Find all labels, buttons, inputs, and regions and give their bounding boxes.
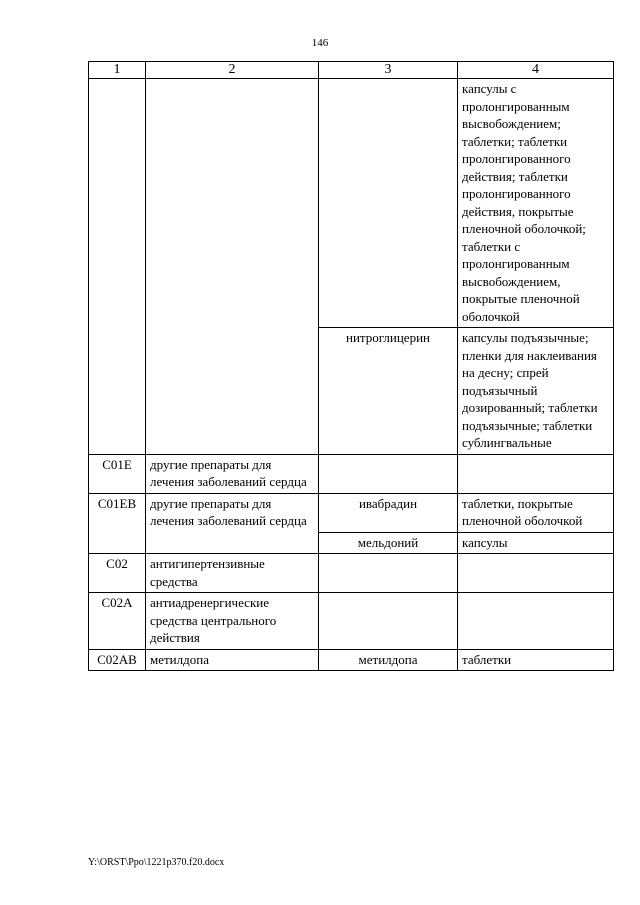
group-name-cell xyxy=(146,79,319,455)
atc-code-cell: C02 xyxy=(89,554,146,593)
group-name-cell: антиадренергические средства центрального действия xyxy=(146,593,319,650)
group-name-cell: метилдопа xyxy=(146,649,319,671)
group-name-cell: другие препараты для лечения заболеваний сердца xyxy=(146,454,319,493)
inn-cell: мельдоний xyxy=(319,532,458,554)
dosage-forms-cell: таблетки, покрытые пленочной оболочкой xyxy=(458,493,614,532)
table-row xyxy=(89,493,614,532)
inn-cell xyxy=(319,593,458,650)
dosage-forms-cell: капсулы с пролонгированным высвобождением; таблетки; таблетки пролонгированного действия; таблетки пролонгированного действия, покрытые пленочной оболочкой; таблетки с пролонгированным высвобождением, покрытые пленочной оболочкой xyxy=(458,79,614,328)
table-row xyxy=(89,649,614,671)
group-name-cell: другие препараты для лечения заболеваний сердца xyxy=(146,493,319,554)
inn-cell: нитроглицерин xyxy=(319,328,458,455)
document-path-footer: Y:\ORST\Ppo\1221p370.f20.docx xyxy=(88,857,225,868)
dosage-forms-cell: капсулы подъязычные; пленки для наклеивания на десну; спрей подъязычный дозированный; таблетки подъязычные; таблетки сублингвальные xyxy=(458,328,614,455)
drug-table xyxy=(88,61,614,671)
header-cell: 2 xyxy=(146,62,319,79)
inn-cell: ивабрадин xyxy=(319,493,458,532)
atc-code-cell: C02A xyxy=(89,593,146,650)
dosage-forms-cell xyxy=(458,593,614,650)
atc-code-cell: C01E xyxy=(89,454,146,493)
header-cell: 1 xyxy=(89,62,146,79)
atc-code-cell: C02AB xyxy=(89,649,146,671)
table-row xyxy=(89,454,614,493)
dosage-forms-cell xyxy=(458,454,614,493)
table-row xyxy=(89,554,614,593)
table-row xyxy=(89,593,614,650)
header-row xyxy=(89,62,614,79)
table-row xyxy=(89,79,614,328)
inn-cell xyxy=(319,554,458,593)
atc-code-cell xyxy=(89,79,146,455)
atc-code-cell: C01EB xyxy=(89,493,146,554)
dosage-forms-cell: таблетки xyxy=(458,649,614,671)
header-cell: 3 xyxy=(319,62,458,79)
dosage-forms-cell xyxy=(458,554,614,593)
inn-cell xyxy=(319,79,458,328)
header-cell: 4 xyxy=(458,62,614,79)
group-name-cell: антигипертензивные средства xyxy=(146,554,319,593)
page-number: 146 xyxy=(311,37,329,49)
inn-cell xyxy=(319,454,458,493)
inn-cell: метилдопа xyxy=(319,649,458,671)
dosage-forms-cell: капсулы xyxy=(458,532,614,554)
